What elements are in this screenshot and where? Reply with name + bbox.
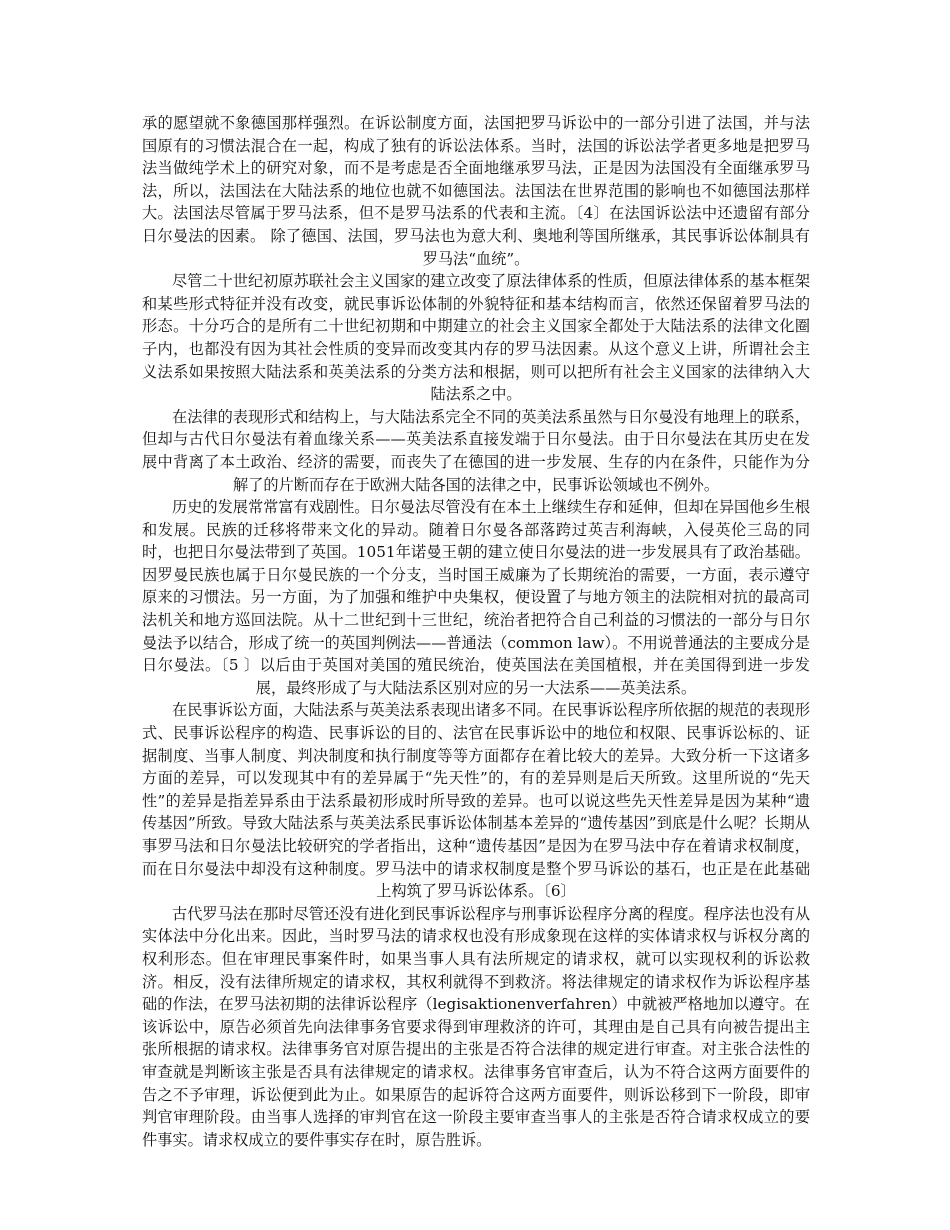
paragraph-roman-claim-right: 古代罗马法在那时尽管还没有进化到民事诉讼程序与刑事诉讼程序分离的程度。程序法也没有从实体法中分化出来。因此，当时罗马法的请求权也没有形成象现在这样的实体请求权与诉权分离的权利形态。但在审理民事案件时，如果当事人具有法所规定的请求权，就可以实现权利的诉讼救济。相反，没有法律所规定的请求权，其权利就得不到救济。将法律规定的请求权作为诉讼程序基础的作法，在罗马法初期的法律诉讼程序（legisaktionenverfahren）中就被严格地加以遵守。在该诉讼中，原告必须首先向法律事务官要求得到审理救济的许可，其理由是自己具有向被告提出主张所根据的请求权。法律事务官对原告提出的主张是否符合法律的规定进行审查。对主张合法性的审查就是判断该主张是否具有法律规定的请求权。法律事务官审查后，认为不符合这两方面要件的告之不予审理，诉讼便到此为止。如果原告的起诉符合这两方面要件，则诉讼移到下一阶段，即审判官审理阶段。由当事人选择的审判官在这一阶段主要审查当事人的主张是否符合请求权成立的要件事实。请求权成立的要件事实存在时，原告胜诉。 (142, 904, 810, 1149)
paragraph-continuation-french-law: 承的愿望就不象德国那样强烈。在诉讼制度方面，法国把罗马诉讼中的一部分引进了法国，并与法国原有的习惯法混合在一起，构成了独有的诉讼法体系。当时，法国的诉讼法学者更多地是把罗马法当做纯学术上的研究对象，而不是考虑是否全面地继承罗马法，正是因为法国没有全面继承罗马法，所以，法国法在大陆法系的地位也就不如德国法。法国法在世界范围的影响也不如德国法那样大。法国法尽管属于罗马法系，但不是罗马法系的代表和主流。〔4〕在法国诉讼法中还遗留有部分日尔曼法的因素。 除了德国、法国，罗马法也为意大利、奥地利等国所继承，其民事诉讼体制具有罗马法“血统”。 (142, 114, 810, 268)
paragraph-civil-procedure-differences: 在民事诉讼方面，大陆法系与英美法系表现出诸多不同。在民事诉讼程序所依据的规范的表现形式、民事诉讼程序的构造、民事诉讼的目的、法官在民事诉讼中的地位和权限、民事诉讼标的、证据制度、当事人制度、判决制度和执行制度等等方面都存在着比较大的差异。大致分析一下这诸多方面的差异，可以发现其中有的差异属于“先天性”的，有的差异则是后天所致。这里所说的“先天性”的差异是指差异系由于法系最初形成时所导致的差异。也可以说这些先天性差异是因为某种“遗传基因”所致。导致大陆法系与英美法系民事诉讼体制基本差异的“遗传基因”到底是什么呢？长期从事罗马法和日尔曼法比较研究的学者指出，这种“遗传基因”是因为在罗马法中存在着请求权制度，而在日尔曼法中却没有这种制度。罗马法中的请求权制度是整个罗马诉讼的基石，也正是在此基础上构筑了罗马诉讼体系。〔6〕 (142, 701, 810, 901)
paragraph-socialist-law: 尽管二十世纪初原苏联社会主义国家的建立改变了原法律体系的性质，但原法律体系的基本框架和某些形式特征并没有改变，就民事诉讼体制的外貌特征和基本结构而言，依然还保留着罗马法的形态。十分巧合的是所有二十世纪初期和中期建立的社会主义国家全都处于大陆法系的法律文化圈子内，也都没有因为其社会性质的变异而改变其内存的罗马法因素。从这个意义上讲，所谓社会主义法系如果按照大陆法系和英美法系的分类方法和根据，则可以把所有社会主义国家的法律纳入大陆法系之中。 (142, 272, 810, 404)
document-page (142, 112, 810, 1151)
paragraph-common-law-origin: 在法律的表现形式和结构上，与大陆法系完全不同的英美法系虽然与日尔曼没有地理上的联系，但却与古代日尔曼法有着血缘关系——英美法系直接发端于日尔曼法。由于日尔曼法在其历史在发展中背离了本土政治、经济的需要，而丧失了在德国的进一步发展、生存的内在条件，只能作为分解了的片断而存在于欧洲大陆各国的法律之中，民事诉讼领域也不例外。 (142, 407, 810, 494)
paragraph-english-history: 历史的发展常常富有戏剧性。日尔曼法尽管没有在本土上继续生存和延伸，但却在异国他乡生根和发展。民族的迁移将带来文化的异动。随着日尔曼各部落跨过英吉利海峡，入侵英伦三岛的同时，也把日尔曼法带到了英国。1051年诺曼王朝的建立使日尔曼法的进一步发展具有了政治基础。因罗曼民族也属于日尔曼民族的一个分支，当时国王威廉为了长期统治的需要，一方面，表示遵守原来的习惯法。另一方面，为了加强和维护中央集权，便设置了与地方领主的法院相对抗的最高司法机关和地方巡回法院。从十二世纪到十三世纪，统治者把符合自己利益的习惯法的一部分与日尔曼法予以结合，形成了统一的英国判例法——普通法（common law）。不用说普通法的主要成分是日尔曼法。〔5 〕以后由于英国对美国的殖民统治，使英国法在美国植根，并在美国得到进一步发展，最终形成了与大陆法系区别对应的另一大法系——英美法系。 (142, 498, 810, 697)
